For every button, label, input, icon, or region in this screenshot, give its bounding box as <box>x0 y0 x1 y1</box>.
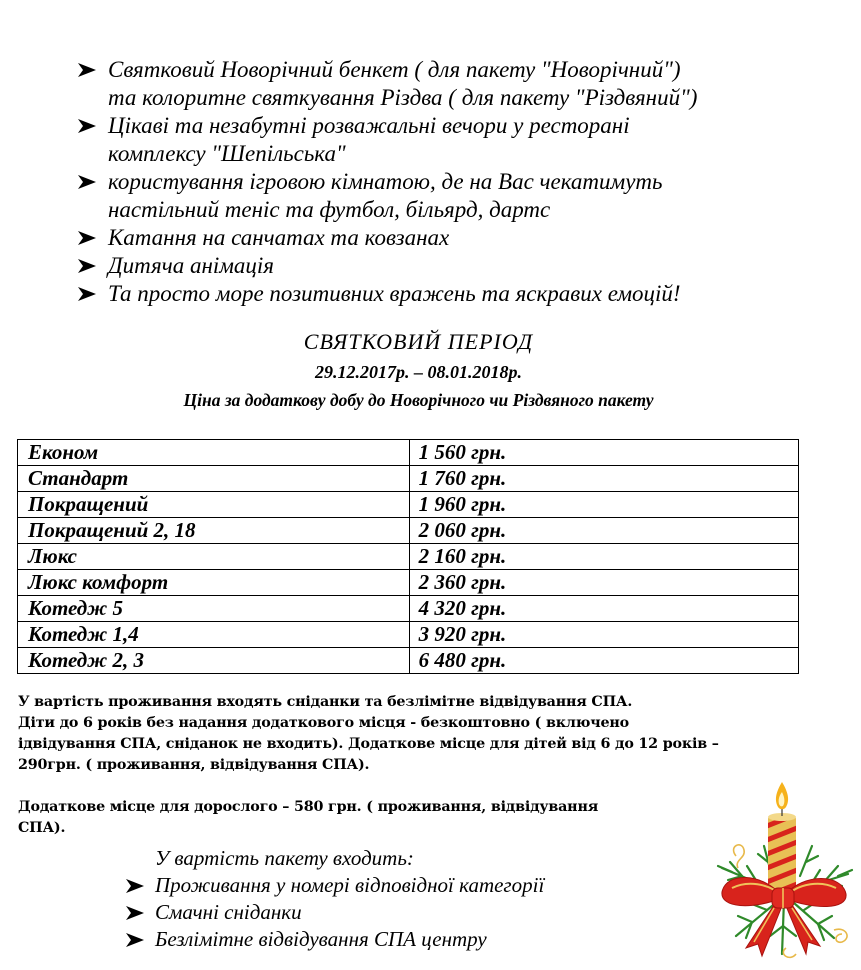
room-category: Люкс комфорт <box>18 570 410 596</box>
table-row <box>18 544 799 570</box>
arrowhead-bullet-icon <box>78 231 96 245</box>
arrowhead-bullet-icon <box>78 175 96 189</box>
arrowhead-bullet-icon <box>126 933 144 947</box>
feature-line: Цікаві та незабутні розважальні вечори у ресторані <box>108 113 630 138</box>
room-price: 2 160 грн. <box>409 544 798 570</box>
package-item-label: Смачні сніданки <box>155 900 302 924</box>
table-row <box>18 570 799 596</box>
table-row <box>18 596 799 622</box>
pricing-notes <box>18 692 778 839</box>
room-category: Люкс <box>18 544 410 570</box>
feature-item <box>78 112 818 168</box>
adult-note-line: Додаткове місце для дорослого – 580 грн. ( проживання, відвідування <box>18 799 599 815</box>
table-row <box>18 466 799 492</box>
room-category: Стандарт <box>18 466 410 492</box>
room-category: Покращений 2, 18 <box>18 518 410 544</box>
table-row <box>18 518 799 544</box>
package-item <box>126 926 544 953</box>
room-price: 2 060 грн. <box>409 518 798 544</box>
arrowhead-bullet-icon <box>78 63 96 77</box>
adult-note-line: СПА). <box>18 820 66 836</box>
table-row <box>18 440 799 466</box>
room-price: 4 320 грн. <box>409 596 798 622</box>
room-category: Економ <box>18 440 410 466</box>
feature-item <box>78 280 818 308</box>
package-item-label: Проживання у номері відповідної категорії <box>155 873 545 897</box>
room-category: Котедж 2, 3 <box>18 648 410 674</box>
feature-item <box>78 224 818 252</box>
room-price: 1 760 грн. <box>409 466 798 492</box>
period-dates: 29.12.2017р. – 08.01.2018р. <box>315 362 522 382</box>
spacer <box>18 776 778 797</box>
package-item <box>126 899 544 926</box>
room-price: 1 560 грн. <box>409 440 798 466</box>
room-price: 3 920 грн. <box>409 622 798 648</box>
room-category: Покращений <box>18 492 410 518</box>
package-item-label: Безлімітне відвідування СПА центру <box>155 927 487 951</box>
feature-line: комплексу "Шепільська" <box>108 141 346 166</box>
room-category: Котедж 5 <box>18 596 410 622</box>
note-line: 290грн. ( проживання, відвідування СПА). <box>18 757 370 773</box>
room-price: 1 960 грн. <box>409 492 798 518</box>
note-line: У вартість проживання входять сніданки та безлімітне відвідування СПА. <box>18 694 633 710</box>
feature-item <box>78 168 818 224</box>
note-line: ідвідування СПА, сніданок не входить). Додаткове місце для дітей від 6 до 12 років – <box>18 736 719 752</box>
period-title: СВЯТКОВИЙ ПЕРІОД <box>303 329 534 354</box>
package-list <box>126 872 544 953</box>
package-title: У вартість пакету входить: <box>155 846 414 870</box>
arrowhead-bullet-icon <box>78 287 96 301</box>
feature-line: настільний теніс та футбол, більярд, дартс <box>108 197 551 222</box>
table-row <box>18 622 799 648</box>
feature-item <box>78 252 818 280</box>
note-line: Діти до 6 років без надання додаткового місця - безкоштовно ( включено <box>18 715 629 731</box>
arrowhead-bullet-icon <box>78 119 96 133</box>
features-list <box>78 56 818 308</box>
table-row <box>18 648 799 674</box>
christmas-candle-icon <box>712 776 858 966</box>
room-category: Котедж 1,4 <box>18 622 410 648</box>
feature-line: користування ігровою кімнатою, де на Вас чекатимуть <box>108 169 663 194</box>
feature-line: Та просто море позитивних вражень та яскравих емоцій! <box>108 281 681 306</box>
arrowhead-bullet-icon <box>126 879 144 893</box>
arrowhead-bullet-icon <box>78 259 96 273</box>
room-price: 6 480 грн. <box>409 648 798 674</box>
arrowhead-bullet-icon <box>126 906 144 920</box>
feature-line: та колоритне святкування Різдва ( для пакету "Різдвяний") <box>108 85 698 110</box>
package-item <box>126 872 544 899</box>
period-subtitle: Ціна за додаткову добу до Новорічного чи Різдвяного пакету <box>183 390 654 410</box>
feature-item <box>78 56 818 112</box>
table-row <box>18 492 799 518</box>
feature-line: Катання на санчатах та ковзанах <box>108 225 450 250</box>
feature-line: Святковий Новорічний бенкет ( для пакету "Новорічний") <box>108 57 681 82</box>
room-price: 2 360 грн. <box>409 570 798 596</box>
feature-line: Дитяча анімація <box>108 253 274 278</box>
price-table <box>17 439 799 674</box>
